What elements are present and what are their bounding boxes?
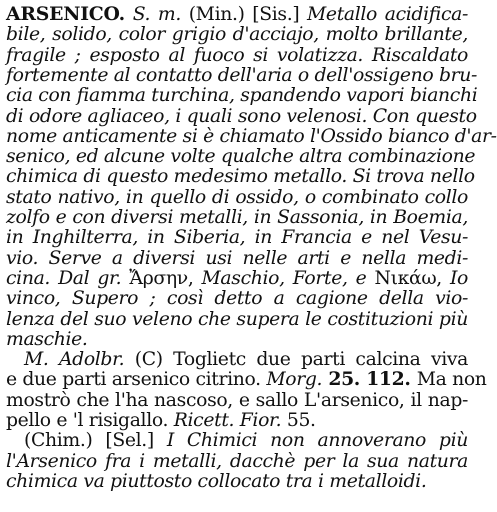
text-run: nome anticamente si è chiamato l'Ossido bianco d'ar- [6,125,497,147]
text-run: (Min.) [Sis.] [180,4,308,25]
text-run: mostrò che l'ha nascoso, e sallo L'arsenico, il nap- [6,389,468,411]
text-run: Metallo acidifica- [307,4,469,25]
text-run: pello e 'l risigallo. [6,410,174,431]
text-run: cina. Dal gr. [6,267,130,289]
text-run: in Inghilterra, in Siberia, in Francia e nel Vesu- [6,227,468,249]
text-run: (C) Toglietc due parti calcina viva [124,349,468,371]
text-run: chimica di questo medesimo metallo. Si trova nello [6,166,475,188]
text-run: bile, solido, color grigio d'acciajo, molto brillante, [6,24,468,46]
text-run: lenza del suo veleno che supera le costituzioni più [6,308,468,330]
text-run: Morg. [266,369,323,391]
text-run: Io [441,267,468,289]
text-run: Ma non [416,369,487,391]
text-run: maschie. [6,328,88,350]
text-run: 25. 112. [322,368,417,391]
text-run: di odore agliaceo, i quali sono velenosi. Con questo [6,105,477,127]
text-run: cia con fiamma turchina, spandendo vapori bianchi [6,85,478,107]
text-run: chimica va piuttosto collocato tra i metalloidi. [6,470,427,492]
text-run: vio. Serve a diversi usi nelle arti e nella medi- [6,247,468,269]
text-run: (Chim.) [Sel.] [24,430,167,452]
text-run: S. m. [132,4,181,25]
text-run: M. Adolbr. [24,349,125,371]
text-run: Ricett. Fior. [173,410,282,431]
text-run: fragile ; esposto al fuoco si volatizza. Riscaldato [6,44,468,66]
text-run: 55. [281,410,316,431]
text-run: Νικάω, [374,267,442,289]
chemistry-note-line [6,469,468,494]
text-run: fortemente al contatto dell'aria o dell'ossigeno bru- [6,64,478,86]
text-run: Maschio, Forte, e [193,267,375,289]
text-run: zolfo e con diversi metalli, in Sassonia, in Boemia, [6,207,468,228]
headword: ARSENICO. [6,3,125,25]
text-run: l'Arsenico fra i metalli, dacchè per la sua natura [6,450,468,472]
text-run: senico, ed alcune volte qualche altra combinazione [6,146,476,168]
text-run: vinco, Supero ; così detto a cagione della vio- [6,288,468,310]
text-run: I Chimici non annoverano più [166,430,468,452]
text-run: e due parti arsenico citrino. [6,369,267,391]
text-run: Ἄρσην, [129,267,194,289]
text-run: stato nativo, in quello di ossido, o combinato collo [6,186,468,208]
